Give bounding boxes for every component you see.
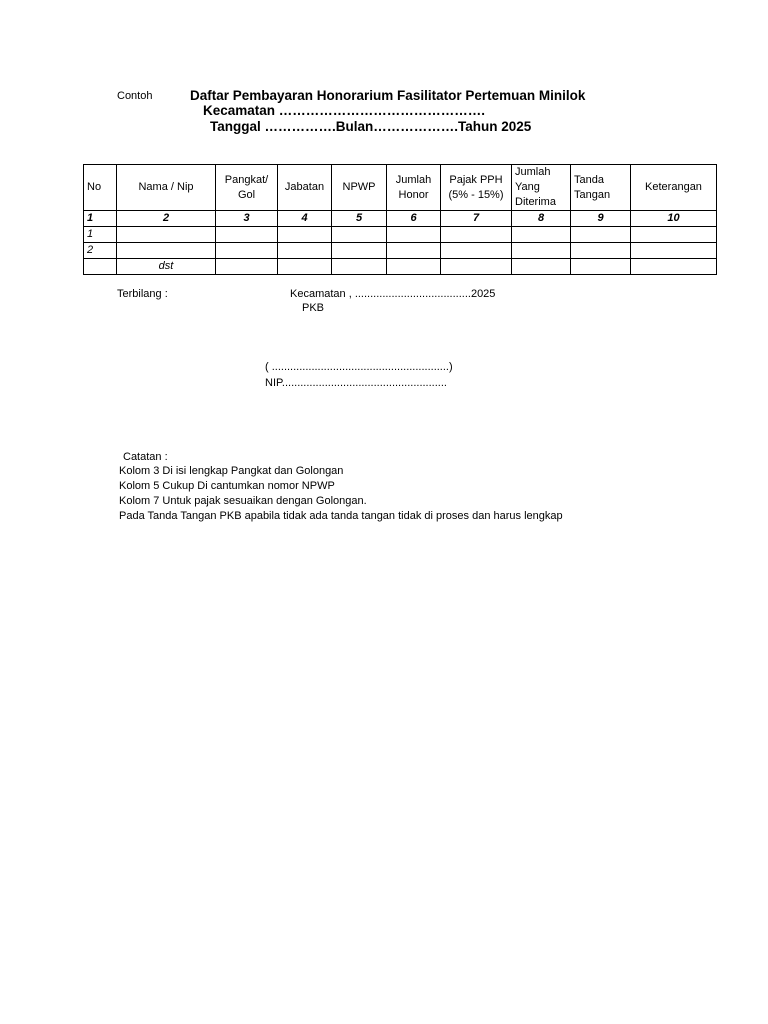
table-cell — [332, 259, 387, 275]
column-number: 9 — [571, 211, 631, 227]
table-cell — [216, 243, 278, 259]
table-cell — [441, 227, 512, 243]
date-line: Tanggal …………….Bulan……………….Tahun 2025 — [210, 119, 532, 134]
column-number: 8 — [512, 211, 571, 227]
column-header: No — [84, 165, 117, 211]
column-header: Keterangan — [631, 165, 717, 211]
table-cell — [512, 259, 571, 275]
column-number: 7 — [441, 211, 512, 227]
table-row — [84, 243, 717, 259]
table-cell — [441, 243, 512, 259]
payment-table — [83, 164, 717, 275]
table-cell — [278, 243, 332, 259]
note-item: Pada Tanda Tangan PKB apabila tidak ada tanda tangan tidak di proses dan harus lengkap — [119, 510, 563, 522]
table-cell — [332, 243, 387, 259]
column-number: 3 — [216, 211, 278, 227]
table-cell — [387, 227, 441, 243]
table-row — [84, 227, 717, 243]
note-item: Kolom 7 Untuk pajak sesuaikan dengan Golongan. — [119, 495, 367, 507]
table-cell — [117, 227, 216, 243]
table-cell — [278, 259, 332, 275]
table-cell — [117, 243, 216, 259]
place-date-line: Kecamatan , ......................................2025 — [290, 288, 496, 300]
column-header: Nama / Nip — [117, 165, 216, 211]
table-cell — [631, 227, 717, 243]
column-header: Jumlah Honor — [387, 165, 441, 211]
document-title: Daftar Pembayaran Honorarium Fasilitator Pertemuan Minilok — [190, 88, 586, 103]
column-number: 2 — [117, 211, 216, 227]
table-cell — [387, 243, 441, 259]
table-header-row — [84, 165, 717, 211]
signer-nip-line: NIP...................................................... — [265, 377, 447, 389]
table-cell — [512, 227, 571, 243]
table-cell: 1 — [84, 227, 117, 243]
column-header: NPWP — [332, 165, 387, 211]
column-number: 4 — [278, 211, 332, 227]
column-number: 5 — [332, 211, 387, 227]
table-cell — [84, 259, 117, 275]
column-header: Pajak PPH (5% - 15%) — [441, 165, 512, 211]
table-row — [84, 259, 717, 275]
table-cell — [571, 259, 631, 275]
example-label: Contoh — [117, 90, 153, 102]
table-cell — [332, 227, 387, 243]
table-cell — [387, 259, 441, 275]
table-cell — [278, 227, 332, 243]
column-header: Tanda Tangan — [571, 165, 631, 211]
table-cell — [631, 243, 717, 259]
note-item: Kolom 5 Cukup Di cantumkan nomor NPWP — [119, 480, 335, 492]
table-cell — [216, 259, 278, 275]
table-cell — [441, 259, 512, 275]
table-cell: 2 — [84, 243, 117, 259]
column-number: 1 — [84, 211, 117, 227]
column-header: Pangkat/ Gol — [216, 165, 278, 211]
signer-role: PKB — [302, 302, 325, 314]
table-cell — [631, 259, 717, 275]
column-header: Jumlah Yang Diterima — [512, 165, 571, 211]
district-line: Kecamatan ………………………………………. — [203, 103, 486, 118]
column-number: 10 — [631, 211, 717, 227]
signer-name-line: ( ..........................................................) — [265, 361, 453, 373]
note-item: Kolom 3 Di isi lengkap Pangkat dan Golongan — [119, 465, 344, 477]
column-number: 6 — [387, 211, 441, 227]
table-cell — [571, 243, 631, 259]
column-header: Jabatan — [278, 165, 332, 211]
table-cell: dst — [117, 259, 216, 275]
column-number-row — [84, 211, 717, 227]
table-cell — [512, 243, 571, 259]
terbilang-label: Terbilang : — [117, 288, 168, 300]
table-cell — [571, 227, 631, 243]
notes-heading: Catatan : — [123, 451, 168, 463]
table-cell — [216, 227, 278, 243]
